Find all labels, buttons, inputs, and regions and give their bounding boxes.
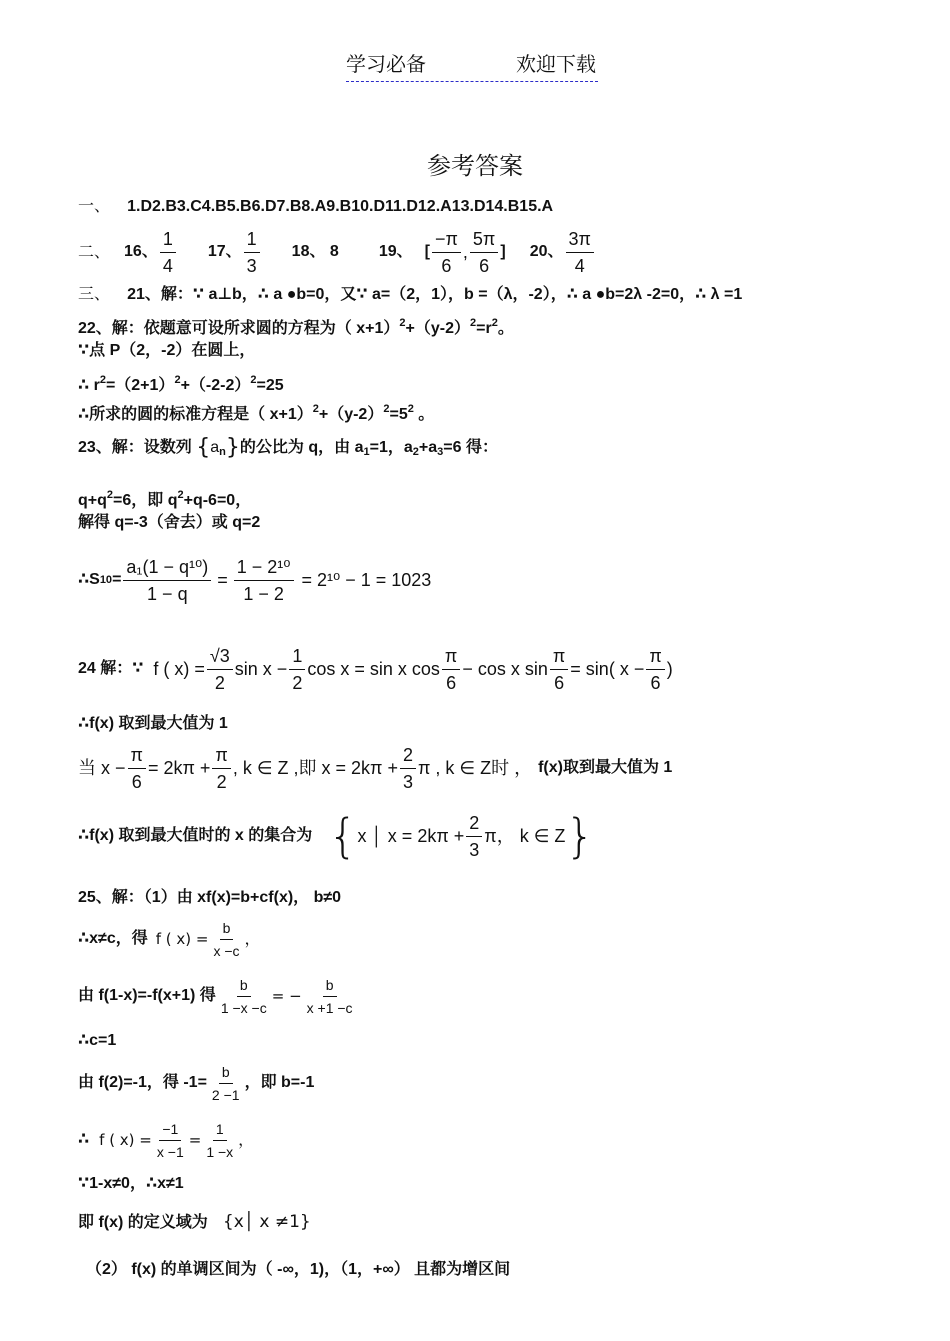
- set-close-brace: }: [565, 809, 595, 863]
- section-2-line: [78, 226, 596, 278]
- section-1-answers: 1.D2.B3.C4.B5.B6.D7.B8.A9.B10.D11.D12.A13.D14.B15.A: [127, 198, 554, 215]
- q24-line-2: ∴f(x) 取到最大值为 1: [78, 715, 228, 732]
- q24-line-1: 24 解：∵ f ( x) = $\frac{√3}{2}$ sin x − $\frac{1}{2}$ cos x = sin x cos π 6 − cos x sin $\frac{\pi}{6}$ = sin( x − $\frac{\pi}{6}$ ): [78, 645, 673, 693]
- q16-label: 16、: [124, 243, 158, 260]
- section-3-line: [78, 284, 742, 305]
- q25-line-6: ∴ f ( x) = $\frac{-1}{x -1}$ = $\frac{1}{1 -x}$ ，: [78, 1120, 255, 1160]
- q23-line-1: 23、解：设数列 $\{a_n\}$的公比为 q，由 $a_1=1$，$a_2+a_3=6$ 得：: [78, 435, 498, 460]
- q25-fraction-5: $\frac{-1}{x -1}$: [156, 1120, 184, 1160]
- q24-fraction-4: $\frac{\pi}{6}$: [550, 645, 568, 694]
- q22-line-3: ∴ $r^2=(2+1)^2+(-2-2)^2=25$: [78, 374, 284, 394]
- section-2-label: 二、: [78, 242, 111, 261]
- q24-fraction-6: $\frac{\pi}{6}$: [128, 744, 146, 793]
- q23-sum-line: ∴S 10 = $\frac{\text{a₁(1 − q¹⁰)}}{1 - q}$ = $\frac{\text{1 − 2¹⁰}}{1 - 2}$ = 2¹⁰ − 1 = 1023: [78, 556, 432, 604]
- q24-fraction-1: $\frac{√3}{2}$: [207, 645, 233, 694]
- set-open-brace: {: [328, 809, 358, 863]
- domain-set: {x│ x ≠1}: [222, 1212, 311, 1232]
- q22-line-2: ∵点 P（2，-2）在圆上，: [78, 342, 256, 359]
- q17-label: 17、: [207, 243, 242, 260]
- q24-fraction-8: $\frac{2}{3}$: [400, 744, 416, 793]
- q25-line-5: 由 f(2)=-1，得 -1= $\frac{b}{2 -1}$ ，即 b=-1: [78, 1063, 315, 1103]
- q23-line-2: $q+q^2=6$，即 $q^2+q-6=0$，: [78, 489, 252, 509]
- q25-line-2: ∴x≠c，得 f ( x) = $\frac{b}{x -c}$ ，: [78, 919, 261, 959]
- q25-line-4: ∴c=1: [78, 1032, 117, 1049]
- q25-fraction-2: $\frac{b}{1 -x -c}$: [220, 976, 267, 1016]
- q24-fraction-9: $\frac{2}{3}$: [466, 812, 482, 861]
- q23-fraction-1: $\frac{\text{a₁(1 − q¹⁰)}}{1 - q}$: [123, 556, 211, 605]
- q25-line-1: 25、解：（1）由 xf(x)=b+cf(x)， b≠0: [78, 889, 342, 906]
- q21-solution: 21、解：∵ a⊥b，∴ a ●b=0，又∵ a=（2，1），b =（λ，-2），∴ a ●b=2λ -2=0，∴ λ =1: [127, 286, 743, 303]
- section-1-line: [78, 196, 553, 217]
- section-1-label: 一、: [78, 196, 111, 215]
- q22-line-1: 22、解：依题意可设所求圆的方程为（ $x+1)^2+(y-2)^2=r^2$。: [78, 317, 514, 337]
- header-left: 学习必备: [346, 52, 426, 76]
- q18-answer: 18、 8: [291, 243, 339, 260]
- q25-fraction-1: $\frac{b}{x -c}$: [213, 919, 240, 959]
- q20-label: 20、: [529, 243, 564, 260]
- q25-fraction-3: $\frac{b}{x +1 -c}$: [306, 976, 353, 1016]
- section-3-label: 三、: [78, 284, 111, 303]
- q24-fraction-2: $\frac{1}{2}$: [289, 645, 305, 694]
- q25-line-9: （2） f(x) 的单调区间为（ -∞，1)，（1，+∞） 且都为增区间: [86, 1261, 511, 1278]
- q24-fraction-3: π 6: [442, 645, 460, 694]
- q25-line-8: 即 f(x) 的定义域为 {x│ x ≠1}: [78, 1212, 311, 1232]
- q19-comma: ,: [462, 242, 468, 262]
- q17-fraction: 1 3: [244, 228, 260, 277]
- q25-line-3: 由 f(1-x)=-f(x+1) 得 $\frac{b}{1 -x -c}$ = − $\frac{b}{x +1 -c}$: [78, 973, 358, 1019]
- q25-fraction-6: $\frac{1}{1 -x}$: [206, 1120, 234, 1160]
- q24-line-3: 当 x − $\frac{\pi}{6}$ = 2kπ + $\frac{\pi}{2}$ , k ∈ Z ,即 x = 2kπ + $\frac{2}{3}$ π , k ∈ Z时 ， f(x)取到最大值为 1: [78, 744, 673, 792]
- q24-line-4: ∴f(x) 取到最大值时的 x 的集合为 { x │ x = 2kπ + $\frac{2}{3}$ π， k ∈ Z }: [78, 809, 595, 863]
- q23-line-3: 解得 q=-3（舍去）或 q=2: [78, 514, 261, 531]
- q16-fraction: 1 4: [160, 228, 176, 277]
- q19-close-bracket: ]: [500, 243, 506, 260]
- q24-fraction-7: $\frac{\pi}{2}$: [212, 744, 230, 793]
- q24-fraction-5: $\frac{\pi}{6}$: [646, 645, 664, 694]
- q19-fraction-a: −π 6: [432, 228, 461, 277]
- q20-fraction: 3π 4: [566, 228, 594, 277]
- header-right: 欢迎下载: [516, 52, 596, 76]
- page-title: 参考答案: [427, 152, 523, 180]
- q19-open-bracket: [: [424, 243, 430, 260]
- q25-line-7: ∵1-x≠0，∴x≠1: [78, 1175, 184, 1192]
- q22-line-4: ∴所求的圆的标准方程是（ $x+1)^2+(y-2)^2=5^2$ 。: [78, 403, 435, 423]
- q19-fraction-b: 5π 6: [470, 228, 498, 277]
- q19-label: 19、: [378, 243, 413, 260]
- q23-fraction-2: $\frac{\text{1 − 2¹⁰}}{1 - 2}$: [234, 556, 294, 605]
- q25-fraction-4: $\frac{b}{2 -1}$: [211, 1063, 240, 1103]
- page-header: [346, 48, 598, 82]
